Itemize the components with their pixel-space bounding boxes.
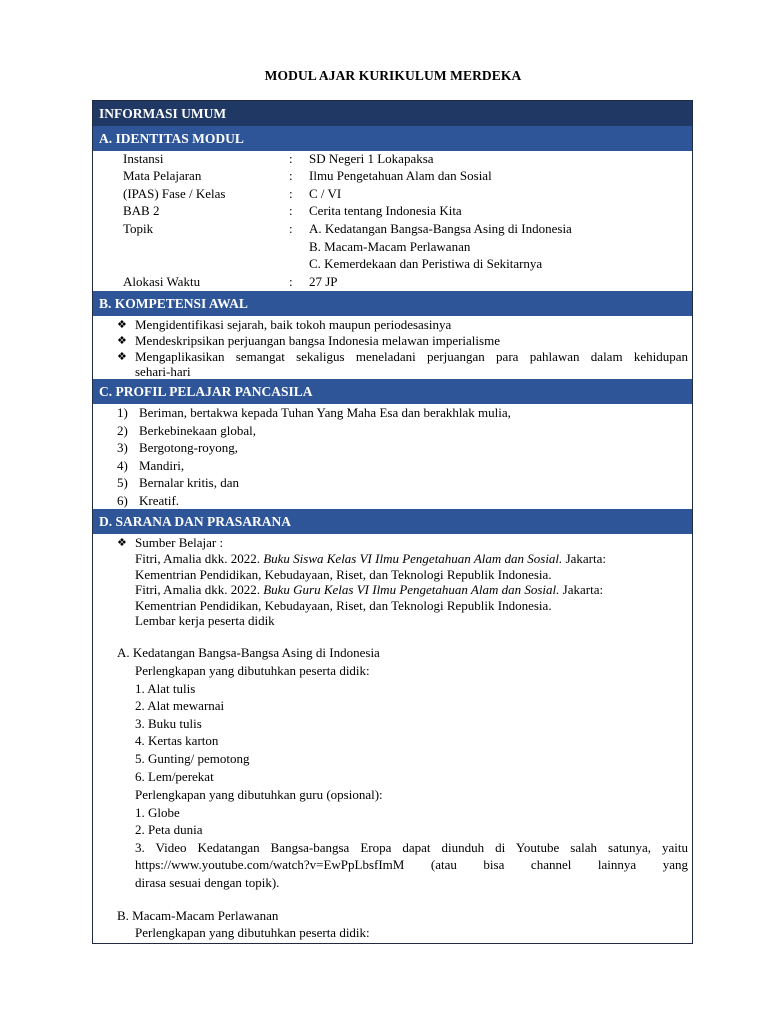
topic-a-heading: A. Kedatangan Bangsa-Bangsa Asing di Indonesia (117, 645, 380, 660)
profile-number: 4) (117, 458, 128, 473)
identity-label: Mata Pelajaran (123, 168, 202, 183)
bullet-icon: ❖ (117, 537, 127, 549)
identity-value: C / VI (309, 186, 342, 201)
section-general-info: INFORMASI UMUM (93, 101, 692, 126)
identity-label: (IPAS) Fase / Kelas (123, 186, 226, 201)
profile-item: Bernalar kritis, dan (139, 475, 239, 490)
reference-2-title: Buku Guru Kelas VI Ilmu Pengetahuan Alam dan Sosial. (263, 582, 560, 597)
teacher-item: 1. Globe (135, 805, 180, 820)
module-table (92, 100, 693, 944)
identity-separator: : (289, 274, 293, 289)
teacher-equipment-heading: Perlengkapan yang dibutuhkan guru (opsional): (135, 787, 383, 802)
profile-item: Kreatif. (139, 493, 180, 508)
competence-item-continued: sehari-hari (135, 364, 191, 379)
identity-label: BAB 2 (123, 203, 160, 218)
video-line: 3. Video Kedatangan Bangsa-bangsa Eropa dapat diunduh di Youtube salah satunya, yaitu (135, 840, 688, 855)
student-item: 1. Alat tulis (135, 681, 196, 696)
profile-number: 6) (117, 493, 128, 508)
reference-1-author: Fitri, Amalia dkk. 2022. (135, 551, 264, 566)
reference-2-publisher: Kementrian Pendidikan, Kebudayaan, Riset, dan Teknologi Republik Indonesia. (135, 598, 552, 613)
identity-separator: : (289, 186, 293, 201)
identity-separator: : (289, 151, 293, 166)
student-item: 4. Kertas karton (135, 733, 219, 748)
profile-item: Bergotong-royong, (139, 440, 239, 455)
profile-number: 2) (117, 423, 128, 438)
student-item: 5. Gunting/ pemotong (135, 751, 250, 766)
reference-2-place: Jakarta: (559, 582, 604, 597)
topic-b-heading: B. Macam-Macam Perlawanan (117, 908, 279, 923)
document-title: MODUL AJAR KURIKULUM MERDEKA (264, 68, 522, 83)
student-equipment-heading: Perlengkapan yang dibutuhkan peserta didik: (135, 663, 370, 678)
source-heading: Sumber Belajar : (135, 535, 224, 550)
identity-value: B. Macam-Macam Perlawanan (309, 239, 471, 254)
student-item: 6. Lem/perekat (135, 769, 214, 784)
identity-value: Ilmu Pengetahuan Alam dan Sosial (309, 168, 492, 183)
identity-value: Cerita tentang Indonesia Kita (309, 203, 462, 218)
competence-item: Mengaplikasikan semangat sekaligus meneladani perjuangan para pahlawan dalam kehidupan (135, 349, 688, 364)
identity-separator: : (289, 221, 293, 236)
reference-1-place: Jakarta: (562, 551, 606, 566)
identity-label: Topik (123, 221, 154, 236)
identity-value: C. Kemerdekaan dan Peristiwa di Sekitarnya (309, 256, 543, 271)
identity-value: A. Kedatangan Bangsa-Bangsa Asing di Indonesia (309, 221, 572, 236)
video-link: https://www.youtube.com/watch?v=EwPpLbsfImM (atau bisa channel lainnya yang (135, 857, 688, 872)
reference-2-author: Fitri, Amalia dkk. 2022. (135, 582, 264, 597)
section-d-facilities: D. SARANA DAN PRASARANA (93, 509, 692, 534)
video-note: dirasa sesuai dengan topik). (135, 875, 280, 890)
profile-number: 1) (117, 405, 128, 420)
teacher-item: 2. Peta dunia (135, 822, 203, 837)
competence-item: Mendeskripsikan perjuangan bangsa Indonesia melawan imperialisme (135, 333, 500, 348)
section-b-competence: B. KOMPETENSI AWAL (93, 291, 692, 316)
identity-label: Alokasi Waktu (123, 274, 201, 289)
profile-item: Berkebinekaan global, (139, 423, 256, 438)
student-item: 2. Alat mewarnai (135, 698, 225, 713)
competence-item: Mengidentifikasi sejarah, baik tokoh maupun periodesasinya (135, 317, 452, 332)
profile-item: Mandiri, (139, 458, 185, 473)
profile-number: 5) (117, 475, 128, 490)
section-a-identity: A. IDENTITAS MODUL (93, 126, 692, 151)
identity-value: 27 JP (309, 274, 338, 289)
identity-value: SD Negeri 1 Lokapaksa (309, 151, 434, 166)
identity-separator: : (289, 168, 293, 183)
reference-1-title: Buku Siswa Kelas VI Ilmu Pengetahuan Alam dan Sosial. (263, 551, 563, 566)
student-equipment-heading-b: Perlengkapan yang dibutuhkan peserta didik: (135, 925, 370, 940)
profile-item: Beriman, bertakwa kepada Tuhan Yang Maha Esa dan berakhlak mulia, (139, 405, 511, 420)
reference-2 (135, 582, 603, 598)
reference-1-publisher: Kementrian Pendidikan, Kebudayaan, Riset, dan Teknologi Republik Indonesia. (135, 567, 552, 582)
bullet-icon: ❖ (117, 335, 127, 347)
identity-label: Instansi (123, 151, 164, 166)
profile-number: 3) (117, 440, 128, 455)
bullet-icon: ❖ (117, 319, 127, 331)
bullet-icon: ❖ (117, 351, 127, 363)
worksheet: Lembar kerja peserta didik (135, 613, 275, 628)
reference-1 (135, 551, 606, 567)
section-c-profile: C. PROFIL PELAJAR PANCASILA (93, 379, 692, 404)
student-item: 3. Buku tulis (135, 716, 202, 731)
identity-separator: : (289, 203, 293, 218)
